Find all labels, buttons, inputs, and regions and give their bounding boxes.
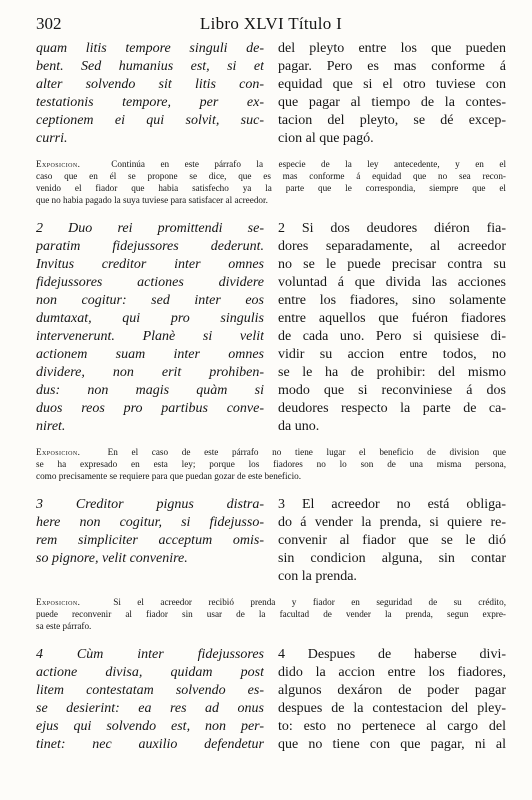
exposicion-label: Exposicion. (36, 597, 81, 607)
page-header (36, 14, 506, 40)
spanish-line: que no tiene con que pagar, ni al (278, 737, 506, 752)
spanish-line: 4 Despues de haberse divi- (278, 647, 506, 662)
spanish-line: 3 El acreedor no está obliga- (278, 497, 506, 512)
spanish-line: despues de la contestacion del pley- (278, 701, 506, 716)
latin-line: non cogitur: sed inter eos (36, 293, 264, 308)
latin-line: 2 Duo rei promittendi se- (36, 221, 264, 236)
spanish-line: que pagar al tiempo de la contes- (278, 95, 506, 110)
latin-line: duos reos pro partibus conve- (36, 401, 264, 416)
latin-line: quam litis tempore singuli de- (36, 41, 264, 56)
exposicion-note (36, 158, 506, 206)
spanish-line: dores separadamente, al acreedor (278, 239, 506, 254)
spanish-line: deudores respecto la parte de ca- (278, 401, 506, 416)
spanish-line: tacion del pleyto, se dé excep- (278, 113, 506, 128)
spanish-line: 2 Si dos deudores diéron fia- (278, 221, 506, 236)
exposicion-text: Continúa en este párrafo la especie de la ley antecedente, y en el (111, 159, 506, 169)
spanish-column (278, 40, 506, 148)
spanish-line: de cada uno. Pero si quisiese di- (278, 329, 506, 344)
latin-line: ceptionem ei qui solvit, suc- (36, 113, 264, 128)
spanish-line: algunos dexáron de poder pagar (278, 683, 506, 698)
spanish-line: da uno. (278, 419, 320, 434)
latin-line: rem simpliciter acceptum omis- (36, 533, 264, 548)
latin-line: dumtaxat, qui pro singulis (36, 311, 264, 326)
spanish-column (278, 220, 506, 436)
latin-line: dividere, non erit prohiben- (36, 365, 264, 380)
text-columns-section-2 (36, 220, 506, 436)
exposicion-text: Si el acreedor recibió prenda y fiador en seguridad de su crédito, (113, 597, 506, 607)
latin-column (36, 496, 264, 586)
exposicion-label: Exposicion. (36, 159, 81, 169)
latin-column (36, 40, 264, 148)
spanish-line: equidad que si el otro tuviese con (278, 77, 506, 92)
latin-line: paratim fidejussores dederunt. (36, 239, 264, 254)
exposicion-note (36, 596, 506, 632)
spanish-line: del pleyto entre los que pueden (278, 41, 506, 56)
spanish-line: pagar. Pero es mas conforme á (278, 59, 506, 74)
exposicion-line (36, 158, 506, 170)
exposicion-note (36, 446, 506, 482)
spanish-line: se le ha de prohibir: del mismo (278, 365, 506, 380)
latin-line: testationis tempore, per ex- (36, 95, 264, 110)
latin-line: bent. Sed humanius est, si et (36, 59, 264, 74)
text-columns-section-4 (36, 646, 506, 754)
spanish-line: do á vender la prenda, si quiere re- (278, 515, 506, 530)
text-columns-section-3 (36, 496, 506, 586)
exposicion-line: se ha expresado en esta ley; porque los fiadores no lo son de una misma persona, (36, 459, 506, 469)
exposicion-line: como precisamente se requiere para que puedan gozar de este beneficio. (36, 471, 302, 481)
spanish-line: voluntad á que divida las acciones (278, 275, 506, 290)
spanish-line: modo que si reconviniese á dos (278, 383, 506, 398)
spanish-line: dido la accion entre los fiadores, (278, 665, 506, 680)
text-columns-section-1 (36, 40, 506, 148)
latin-line: so pignore, velit convenire. (36, 551, 188, 566)
spanish-line: entre los fiadores, sino solamente (278, 293, 506, 308)
spanish-line: entre aquellos que fuéron fiadores (278, 311, 506, 326)
latin-line: curri. (36, 131, 68, 146)
latin-line: 3 Creditor pignus distra- (36, 497, 264, 512)
exposicion-line: puede reconvenir al fiador sin usar de la facultad de vender la prenda, segun expre- (36, 609, 506, 619)
exposicion-line: venido el fiador que habia satisfecho ya la parte que le correspondia, siempre que el (36, 183, 506, 193)
latin-line: se desierint: ea res ad onus (36, 701, 264, 716)
page-number: 302 (36, 14, 62, 33)
exposicion-line (36, 446, 506, 458)
exposicion-line (36, 596, 506, 608)
latin-line: 4 Cùm inter fidejussores (36, 647, 264, 662)
exposicion-line: que no habia pagado la suya tuviese para satisfacer al acreedor. (36, 195, 268, 205)
latin-line: intervenerunt. Planè si velit (36, 329, 264, 344)
latin-line: alter solvendo sit litis con- (36, 77, 264, 92)
latin-column (36, 646, 264, 754)
spanish-column (278, 496, 506, 586)
spanish-line: sin condicion alguna, sin contar (278, 551, 506, 566)
latin-line: niret. (36, 419, 66, 434)
latin-line: litem contestatam solvendo es- (36, 683, 264, 698)
exposicion-text: En el caso de este párrafo no tiene lugar el beneficio de division que (107, 447, 506, 457)
spanish-line: to: esto no pertenece al cargo del (278, 719, 506, 734)
running-title: Libro XLVI Título I (199, 14, 343, 33)
latin-line: Invitus creditor inter omnes (36, 257, 264, 272)
spanish-line: con la prenda. (278, 569, 357, 584)
spanish-line: no se le puede precisar contra su (278, 257, 506, 272)
exposicion-line: caso que en él se propone se dice, que es mas conforme á equidad que no sea recon- (36, 171, 506, 181)
latin-line: actione divisa, quidam post (36, 665, 264, 680)
spanish-line: cion al que pagó. (278, 131, 374, 146)
latin-line: tinet: nec auxilio defendetur (36, 737, 264, 752)
latin-line: dus: non magis quàm si (36, 383, 264, 398)
latin-line: ejus qui solvendo est, non per- (36, 719, 264, 734)
spanish-column (278, 646, 506, 754)
latin-line: fidejussores actiones dividere (36, 275, 264, 290)
spanish-line: convenir al fiador que se le dió (278, 533, 506, 548)
spanish-line: vidir su accion entre todos, no (278, 347, 506, 362)
latin-line: actionem suam inter omnes (36, 347, 264, 362)
exposicion-line: sa este párrafo. (36, 621, 92, 631)
exposicion-label: Exposicion. (36, 447, 81, 457)
latin-column (36, 220, 264, 436)
latin-line: here non cogitur, si fidejusso- (36, 515, 264, 530)
